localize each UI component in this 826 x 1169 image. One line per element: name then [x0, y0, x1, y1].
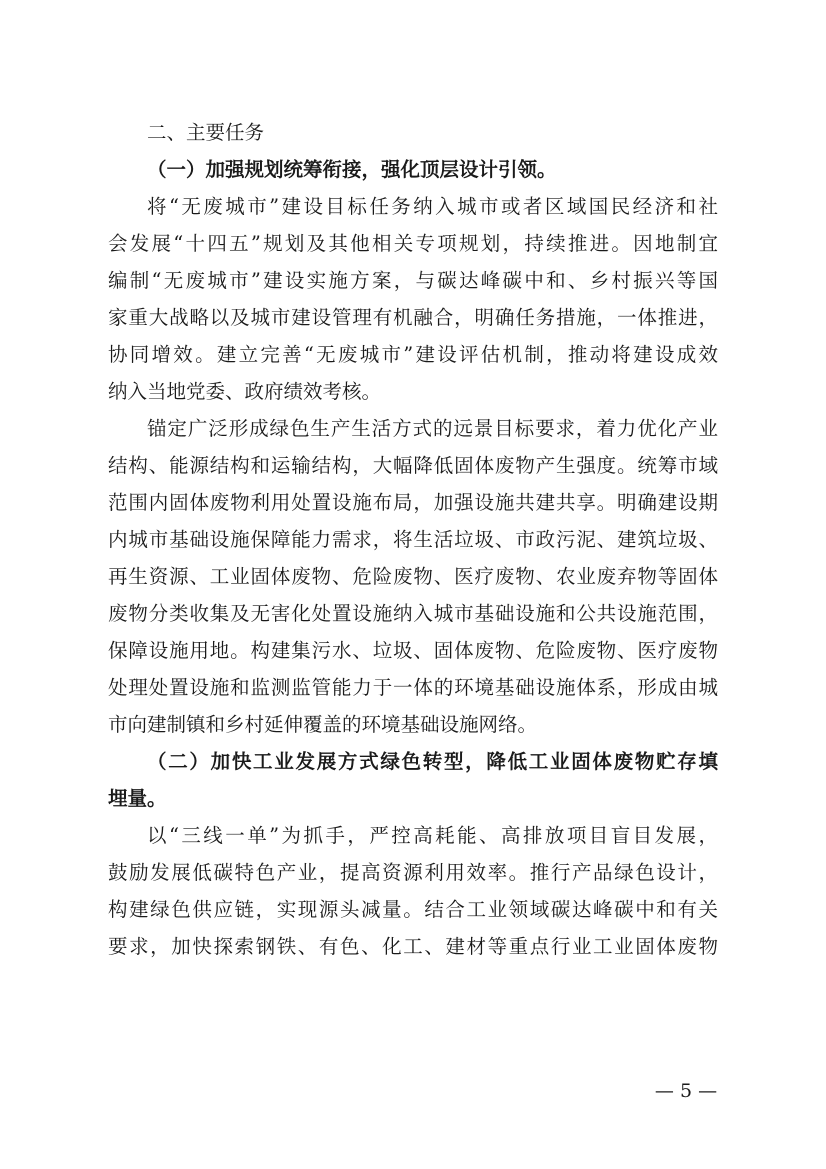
- paragraph-line: 市向建制镇和乡村延伸覆盖的环境基础设施网络。: [108, 713, 538, 736]
- paragraph-line: 家重大战略以及城市建设管理有机融合，明确任务措施，一体推进，: [108, 306, 718, 329]
- paragraph-line: 鼓励发展低碳特色产业，提高资源利用效率。推行产品绿色设计，: [108, 861, 718, 884]
- paragraph-line: 再生资源、工业固体废物、危险废物、医疗废物、农业废弃物等固体: [108, 565, 718, 588]
- sub-heading-line: 埋量。: [108, 787, 167, 810]
- sub-heading-line: （二）加快工业发展方式绿色转型，降低工业固体废物贮存填: [147, 750, 718, 773]
- paragraph-line: 以“三线一单”为抓手，严控高耗能、高排放项目盲目发展，: [147, 824, 718, 847]
- paragraph-line: 纳入当地党委、政府绩效考核。: [108, 380, 382, 403]
- page-number: — 5 —: [654, 1080, 718, 1102]
- document-body: [108, 114, 718, 965]
- paragraph-line: 范围内固体废物利用处置设施布局，加强设施共建共享。明确建设期: [108, 491, 718, 514]
- paragraph-2: [108, 410, 718, 743]
- section-heading: 二、主要任务: [147, 121, 265, 144]
- paragraph-line: 协同增效。建立完善“无废城市”建设评估机制，推动将建设成效: [108, 343, 718, 366]
- paragraph-line: 保障设施用地。构建集污水、垃圾、固体废物、危险废物、医疗废物: [108, 639, 718, 662]
- paragraph-3: [108, 817, 718, 965]
- paragraph-line: 编制“无废城市”建设实施方案，与碳达峰碳中和、乡村振兴等国: [108, 269, 718, 292]
- sub-heading-2: [108, 743, 718, 817]
- paragraph-line: 废物分类收集及无害化处置设施纳入城市基础设施和公共设施范围，: [108, 602, 718, 625]
- paragraph-line: 处理处置设施和监测监管能力于一体的环境基础设施体系，形成由城: [108, 676, 718, 699]
- paragraph-line: 锚定广泛形成绿色生产生活方式的远景目标要求，着力优化产业: [147, 417, 718, 440]
- paragraph-1: [108, 188, 718, 410]
- paragraph-line: 构建绿色供应链，实现源头减量。结合工业领域碳达峰碳中和有关: [108, 898, 718, 921]
- paragraph-line: 结构、能源结构和运输结构，大幅降低固体废物产生强度。统筹市域: [108, 454, 718, 477]
- paragraph-line: 要求，加快探索钢铁、有色、化工、建材等重点行业工业固体废物: [108, 935, 718, 958]
- paragraph-line: 将“无废城市”建设目标任务纳入城市或者区域国民经济和社: [147, 195, 718, 218]
- sub-heading-1: （一）加强规划统筹衔接，强化顶层设计引领。: [147, 158, 557, 181]
- paragraph-line: 内城市基础设施保障能力需求，将生活垃圾、市政污泥、建筑垃圾、: [108, 528, 718, 551]
- paragraph-line: 会发展“十四五”规划及其他相关专项规划，持续推进。因地制宜: [108, 232, 718, 255]
